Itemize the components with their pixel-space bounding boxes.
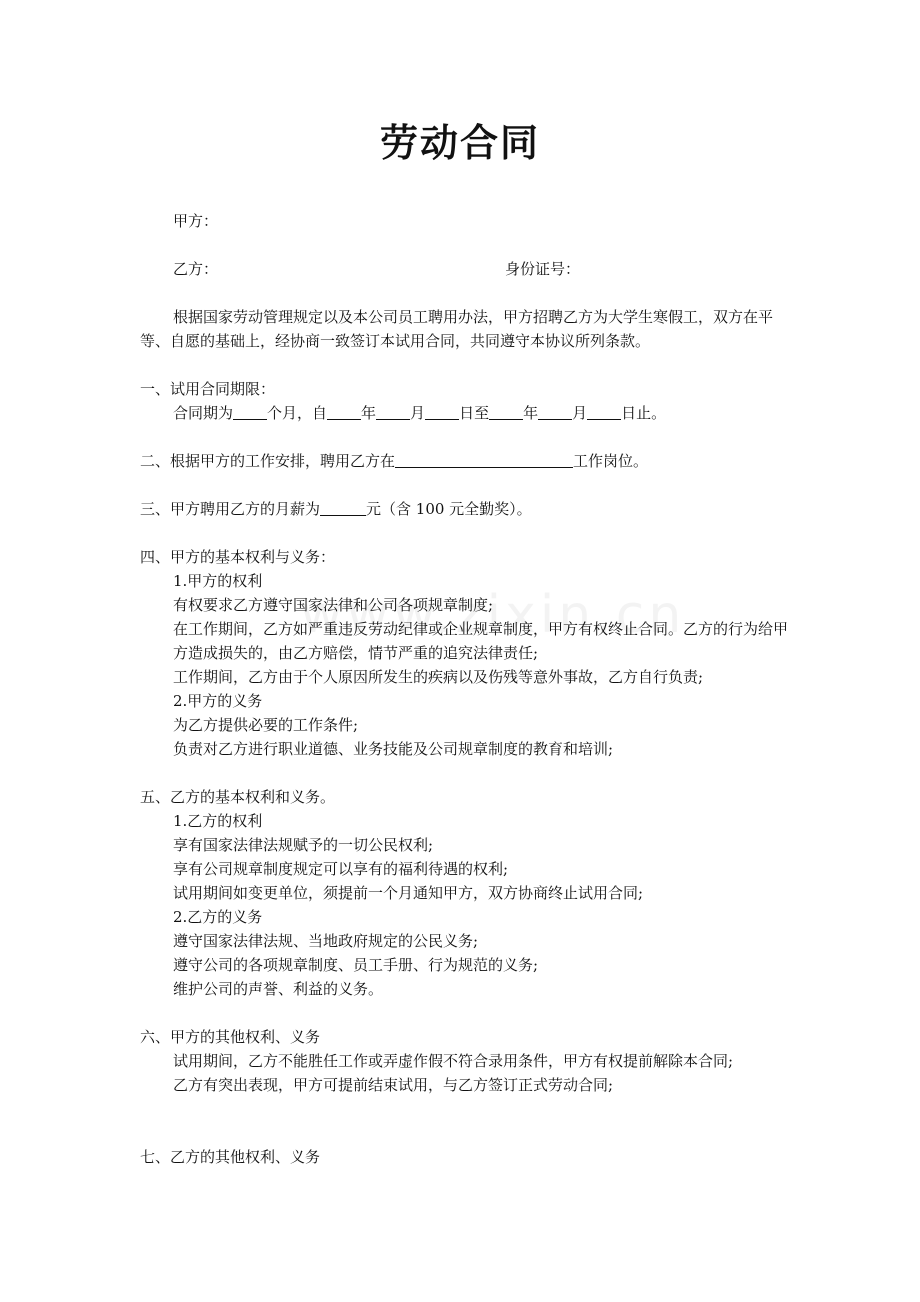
period-text: 个月，自 [267, 404, 328, 422]
section-5-right-item: 享有国家法律法规赋予的一切公民权利; [173, 836, 434, 854]
party-b-label: 乙方： [173, 260, 219, 278]
page-title: 劳动合同 [379, 120, 540, 165]
section-6-item: 乙方有突出表现，甲方可提前结束试用，与乙方签订正式劳动合同; [173, 1076, 614, 1094]
period-text: 月 [410, 404, 426, 422]
section-5-duty-item: 维护公司的声誉、利益的义务。 [173, 980, 384, 998]
party-b-line [173, 257, 793, 281]
blank-position[interactable] [395, 451, 573, 468]
section-2-text: 二、根据甲方的工作安排，聘用乙方在 [140, 452, 396, 470]
intro-paragraph: 根据国家劳动管理规定以及本公司员工聘用办法，甲方招聘乙方为大学生寒假工，双方在平等、自愿的基础上，经协商一致签订本试用合同，共同遵守本协议所列条款。 [140, 308, 774, 350]
section-1-period-line [173, 401, 790, 425]
period-text: 年 [523, 404, 539, 422]
section-6-heading: 六、甲方的其他权利、义务 [140, 1028, 321, 1046]
section-4-duties-title: 2.甲方的义务 [173, 692, 263, 710]
id-number-label: 身份证号： [505, 260, 581, 278]
section-4-duty-item: 为乙方提供必要的工作条件; [173, 716, 359, 734]
blank-end-day[interactable] [587, 403, 621, 420]
section-3-text: 元（含 100 元全勤奖）。 [366, 500, 532, 518]
section-4-heading: 四、甲方的基本权利与义务： [140, 548, 336, 566]
section-3-text: 三、甲方聘用乙方的月薪为 [140, 500, 321, 518]
section-5-duty-item: 遵守国家法律法规、当地政府规定的公民义务; [173, 932, 479, 950]
blank-start-year[interactable] [327, 403, 361, 420]
blank-start-day[interactable] [425, 403, 459, 420]
period-text: 年 [361, 404, 377, 422]
period-text: 合同期为 [173, 404, 234, 422]
blank-end-year[interactable] [489, 403, 523, 420]
section-5-heading: 五、乙方的基本权利和义务。 [140, 788, 336, 806]
section-4-right-item: 在工作期间，乙方如严重违反劳动纪律或企业规章制度，甲方有权终止合同。乙方的行为给甲方造成损失的，由乙方赔偿，情节严重的追究法律责任; [173, 620, 789, 662]
section-4-right-item: 工作期间，乙方由于个人原因所发生的疾病以及伤残等意外事故，乙方自行负责; [173, 668, 704, 686]
section-4-rights-title: 1.甲方的权利 [173, 572, 263, 590]
section-7-heading: 七、乙方的其他权利、义务 [140, 1148, 321, 1166]
period-text: 日至 [459, 404, 490, 422]
section-4-right-item: 有权要求乙方遵守国家法律和公司各项规章制度; [173, 596, 494, 614]
blank-salary[interactable] [320, 499, 366, 516]
blank-end-month[interactable] [538, 403, 572, 420]
blank-months[interactable] [233, 403, 267, 420]
party-a-label: 甲方： [173, 212, 219, 230]
section-1-heading: 一、试用合同期限： [140, 380, 276, 398]
section-6-item: 试用期间，乙方不能胜任工作或弄虚作假不符合录用条件，甲方有权提前解除本合同; [173, 1052, 734, 1070]
section-4-duty-item: 负责对乙方进行职业道德、业务技能及公司规章制度的教育和培训; [173, 740, 614, 758]
section-5-duties-title: 2.乙方的义务 [173, 908, 263, 926]
section-5-right-item: 享有公司规章制度规定可以享有的福利待遇的权利; [173, 860, 509, 878]
period-text: 月 [572, 404, 588, 422]
section-2-line [140, 449, 790, 473]
period-text: 日止。 [621, 404, 667, 422]
section-3-line [140, 497, 790, 521]
section-5-rights-title: 1.乙方的权利 [173, 812, 263, 830]
section-5-duty-item: 遵守公司的各项规章制度、员工手册、行为规范的义务; [173, 956, 539, 974]
section-5-right-item: 试用期间如变更单位，须提前一个月通知甲方，双方协商终止试用合同; [173, 884, 644, 902]
blank-start-month[interactable] [376, 403, 410, 420]
section-2-text: 工作岗位。 [573, 452, 649, 470]
